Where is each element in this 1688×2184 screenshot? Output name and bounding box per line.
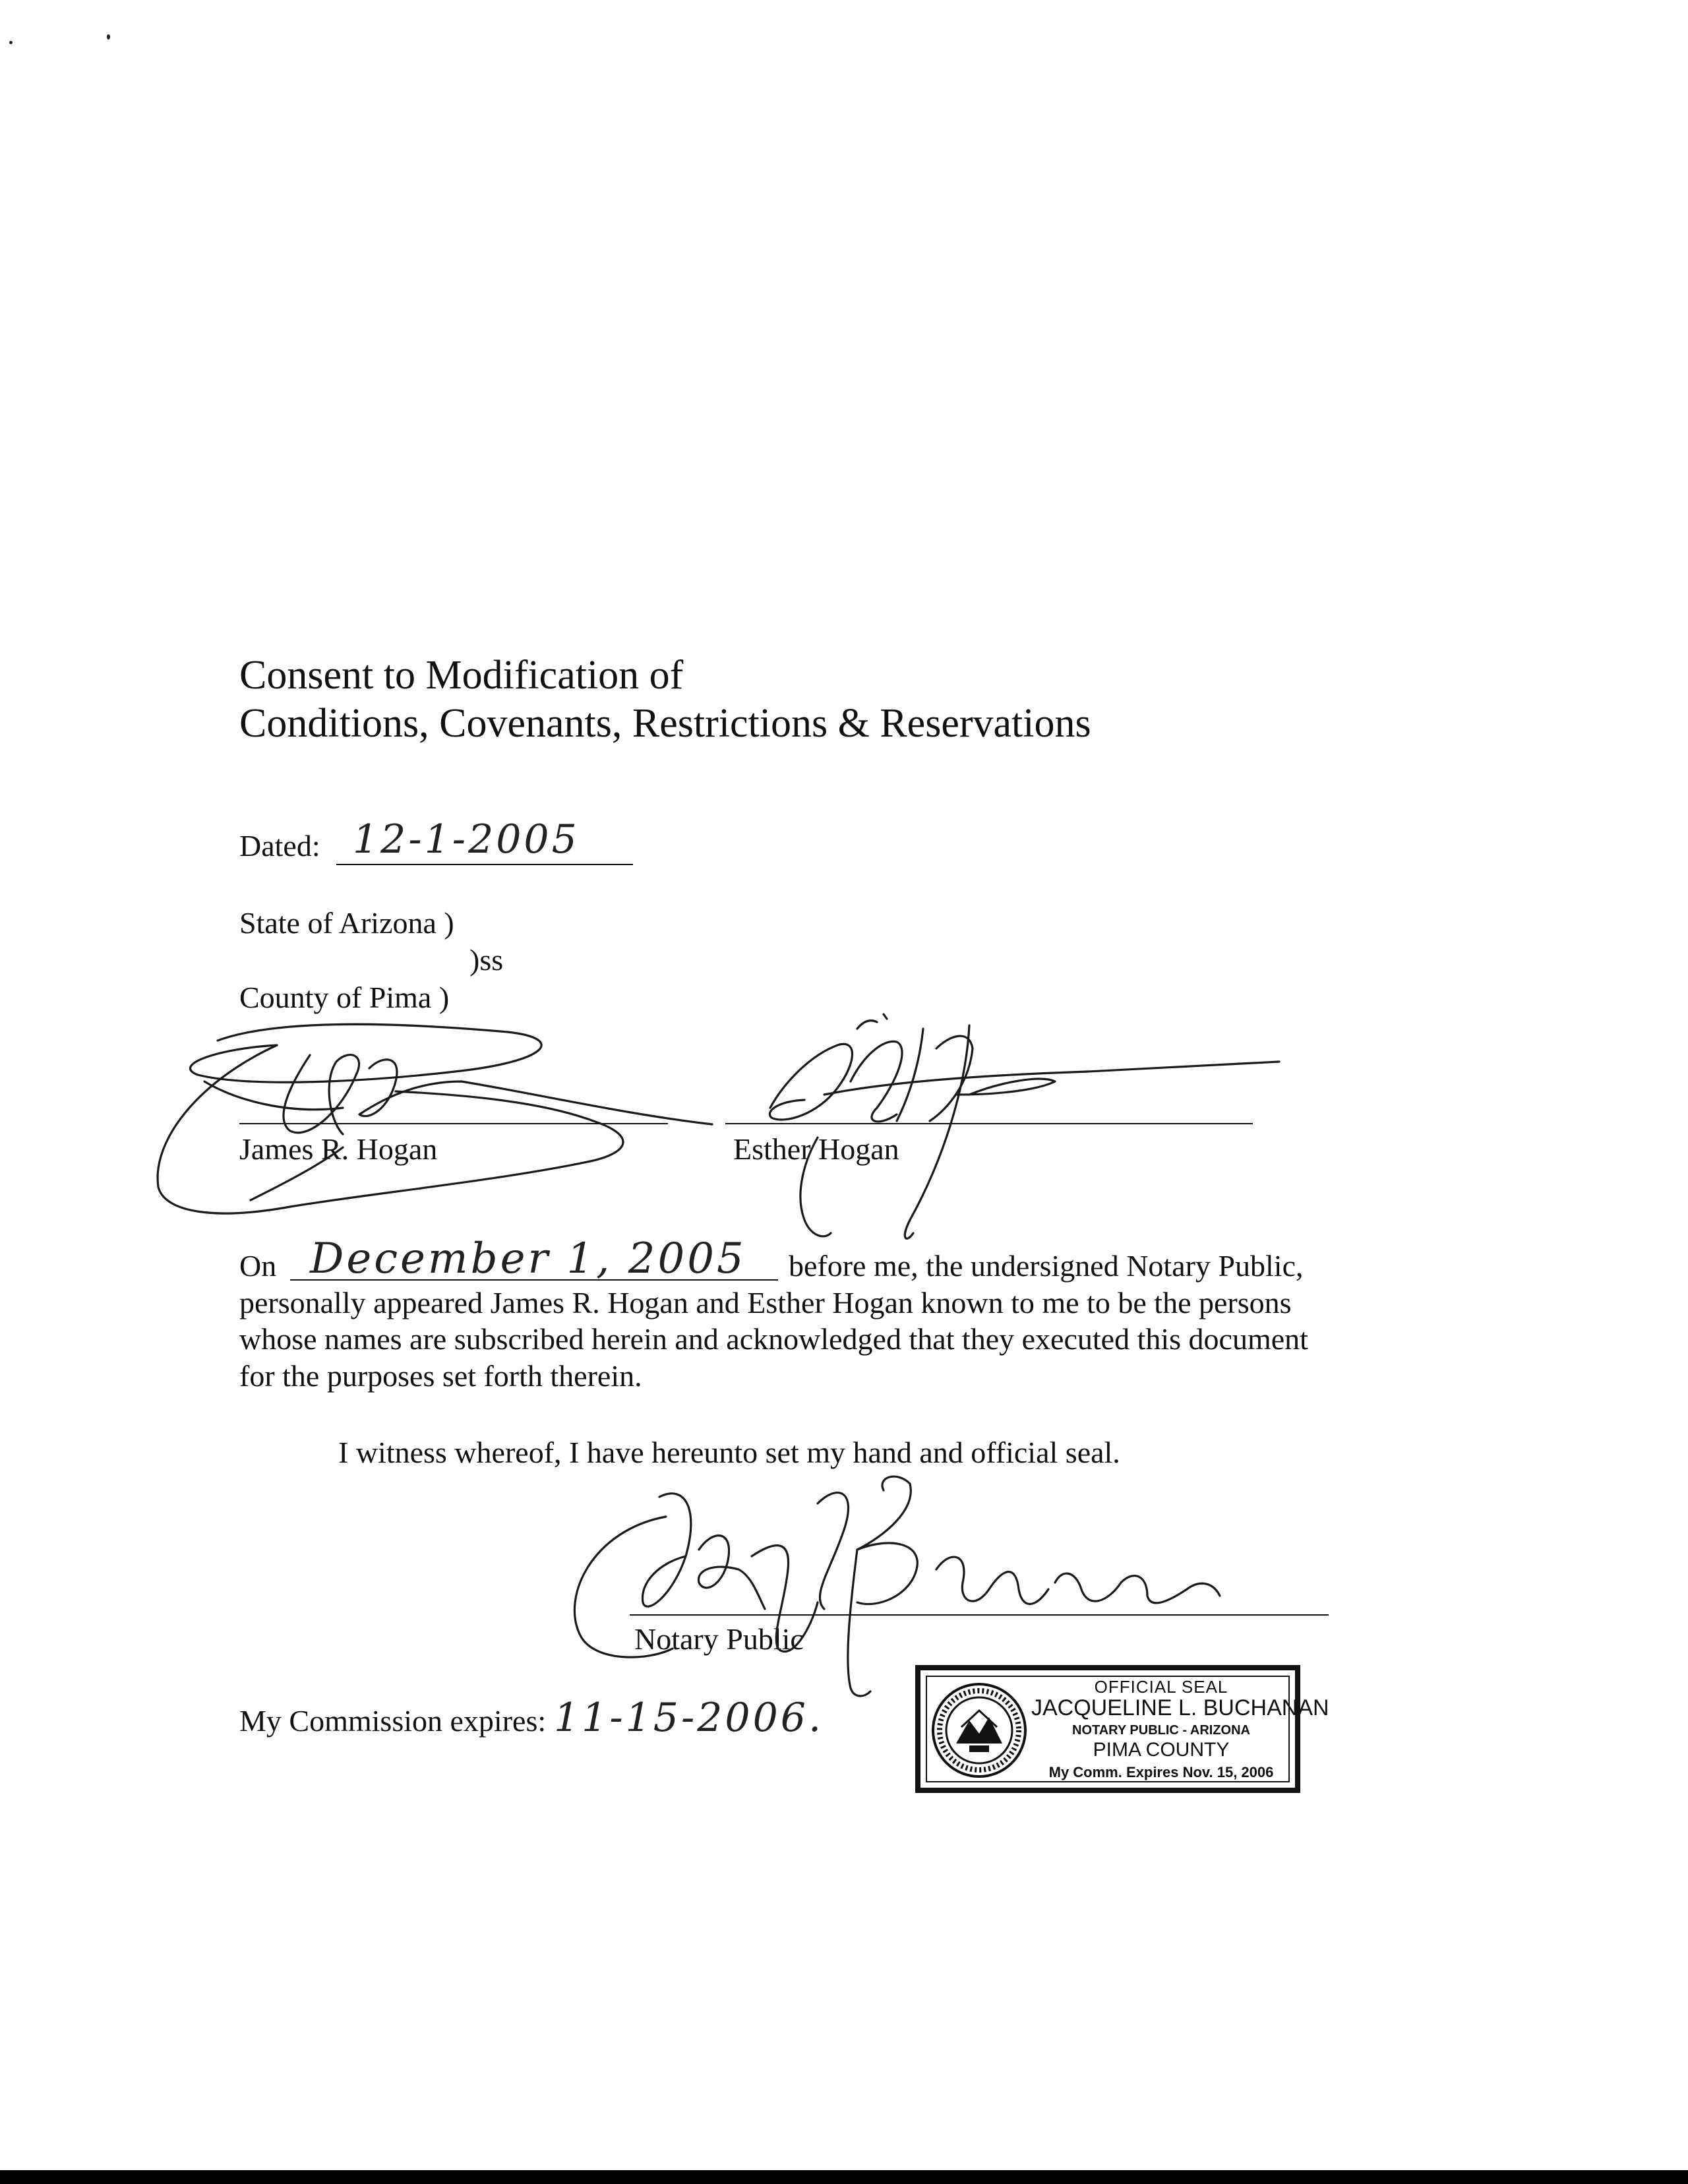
signatory-james-name: James R. Hogan	[239, 1132, 438, 1166]
ack-on-label: On	[239, 1249, 277, 1283]
seal-notary-name: JACQUELINE L. BUCHANAN	[1031, 1695, 1329, 1720]
arizona-state-seal-icon	[930, 1681, 1029, 1780]
ack-line-1: before me, the undersigned Notary Public,	[789, 1249, 1304, 1283]
commission-value-handwritten: 11-15-2006.	[554, 1695, 824, 1741]
signatory-esther-name: Esther Hogan	[733, 1132, 899, 1166]
seal-heading: OFFICIAL SEAL	[1094, 1677, 1228, 1697]
witness-clause: I witness whereof, I have hereunto set my hand and official seal.	[338, 1436, 1120, 1469]
document-title-line-2: Conditions, Covenants, Restrictions & Reservations	[239, 701, 1091, 746]
notary-public-label: Notary Public	[634, 1622, 804, 1656]
scan-bottom-border	[0, 2170, 1688, 2184]
ack-line-4: for the purposes set forth therein.	[239, 1359, 642, 1393]
venue-ss: )ss	[469, 943, 504, 977]
dated-label: Dated:	[239, 829, 320, 863]
dated-value-handwritten: 12-1-2005	[353, 816, 580, 863]
ack-line-3: whose names are subscribed herein and acknowledged that they executed this document	[239, 1322, 1308, 1356]
ack-line-2: personally appeared James R. Hogan and Esther Hogan known to me to be the persons	[239, 1286, 1292, 1320]
venue-state: State of Arizona )	[239, 906, 454, 940]
venue-county: County of Pima )	[239, 981, 450, 1014]
seal-expiration: My Comm. Expires Nov. 15, 2006	[1048, 1764, 1274, 1780]
seal-county: PIMA COUNTY	[1093, 1739, 1230, 1761]
seal-notary-title: NOTARY PUBLIC - ARIZONA	[1072, 1723, 1250, 1738]
ack-date-handwritten: December 1, 2005	[310, 1234, 746, 1283]
commission-label: My Commission expires:	[239, 1704, 547, 1738]
document-title-line-1: Consent to Modification of	[239, 653, 684, 698]
official-seal-stamp	[915, 1665, 1329, 1793]
